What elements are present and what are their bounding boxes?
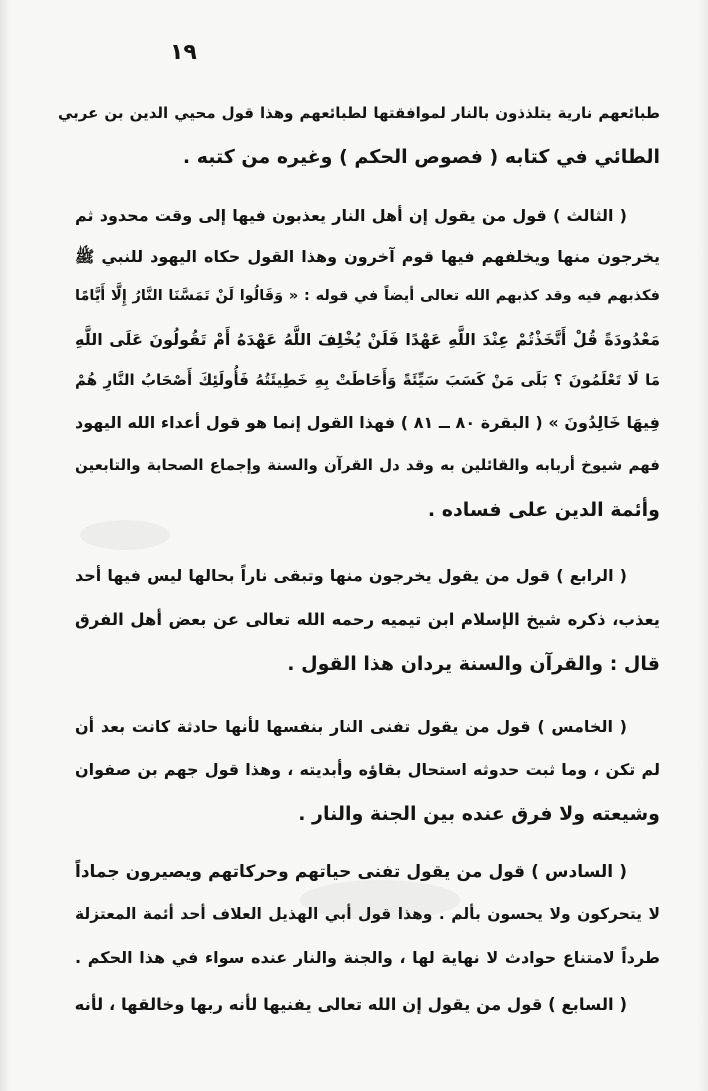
text-line-15: لم تكن ، وما ثبت حدوثه استحال بقاؤه وأبديته ، وهذا قول جهم بن صفوان bbox=[75, 760, 660, 779]
left-edge-shadow bbox=[0, 0, 10, 1091]
text-line-6: مَعْدُودَةً قُلْ أَتَّخَذْتُمْ عِنْدَ اللَّهِ عَهْدًا فَلَنْ يُخْلِفَ اللَّهُ عَهْدَهُ أَمْ تَقُولُونَ عَلَى اللَّهِ bbox=[75, 330, 660, 349]
text-line-12: يعذب، ذكره شيخ الإسلام ابن تيميه رحمه الله تعالى عن بعض أهل الفرق bbox=[75, 610, 660, 629]
text-line-8: فِيهَا خَالِدُونَ » ( البقرة ٨٠ ــ ٨١ ) فهذا القول إنما هو قول أعداء الله اليهود bbox=[75, 413, 661, 432]
text-line-3: ( الثالث ) قول من يقول إن أهل النار يعذبون فيها إلى وقت محدود ثم bbox=[75, 206, 627, 225]
text-line-14: ( الخامس ) قول من يقول تفنى النار بنفسها لأنها حادثة كانت بعد أن bbox=[75, 717, 627, 736]
text-line-18: لا يتحركون ولا يحسون بألم . وهذا قول أبي الهذيل العلاف أحد أئمة المعتزلة bbox=[75, 905, 660, 923]
text-line-5: فكذبهم فيه وقد كذبهم الله تعالى أيضاً في قوله : « وَقَالُوا لَنْ تَمَسَّنَا النَّارُ إِلَّا أَيَّامًا bbox=[75, 288, 660, 304]
text-line-13: قال : والقرآن والسنة يردان هذا القول . bbox=[287, 653, 660, 675]
text-line-11: ( الرابع ) قول من يقول يخرجون منها وتبقى ناراً بحالها ليس فيها أحد bbox=[75, 566, 627, 585]
right-edge-shadow bbox=[698, 0, 708, 1091]
paper-smudge bbox=[80, 520, 170, 550]
text-line-2: الطائي في كتابه ( فصوص الحكم ) وغيره من كتبه . bbox=[182, 146, 660, 168]
page-number: ١٩ bbox=[170, 40, 197, 65]
text-line-16: وشيعته ولا فرق عنده بين الجنة والنار . bbox=[298, 803, 660, 825]
text-line-19: طرداً لامتناع حوادث لا نهاية لها ، والجنة والنار عنده سواء في هذا الحكم . bbox=[75, 948, 660, 967]
text-line-4: يخرجون منها ويخلفهم فيها قوم آخرون وهذا القول حكاه اليهود للنبي ﷺ bbox=[75, 247, 660, 266]
text-line-1: طبائعهم نارية يتلذذون بالنار لموافقتها لطبائعهم وهذا قول محيي الدين بن عربي bbox=[58, 104, 660, 122]
text-line-9: فهم شيوخ أربابه والقائلين به وقد دل القرآن والسنة وإجماع الصحابة والتابعين bbox=[75, 456, 660, 474]
text-line-7: مَا لَا تَعْلَمُونَ ؟ بَلَى مَنْ كَسَبَ سَيِّئَةً وَأَحَاطَتْ بِهِ خَطِيئَتُهُ فَأُولَئِكَ أَصْحَابُ النَّارِ هُمْ bbox=[75, 371, 660, 389]
text-line-17: ( السادس ) قول من يقول تفنى حياتهم وحركاتهم ويصيرون جماداً bbox=[75, 862, 627, 882]
text-line-10: وأئمة الدين على فساده . bbox=[427, 499, 660, 521]
text-line-20: ( السابع ) قول من يقول إن الله تعالى يفنيها لأنه ربها وخالقها ، لأنه bbox=[74, 995, 627, 1014]
